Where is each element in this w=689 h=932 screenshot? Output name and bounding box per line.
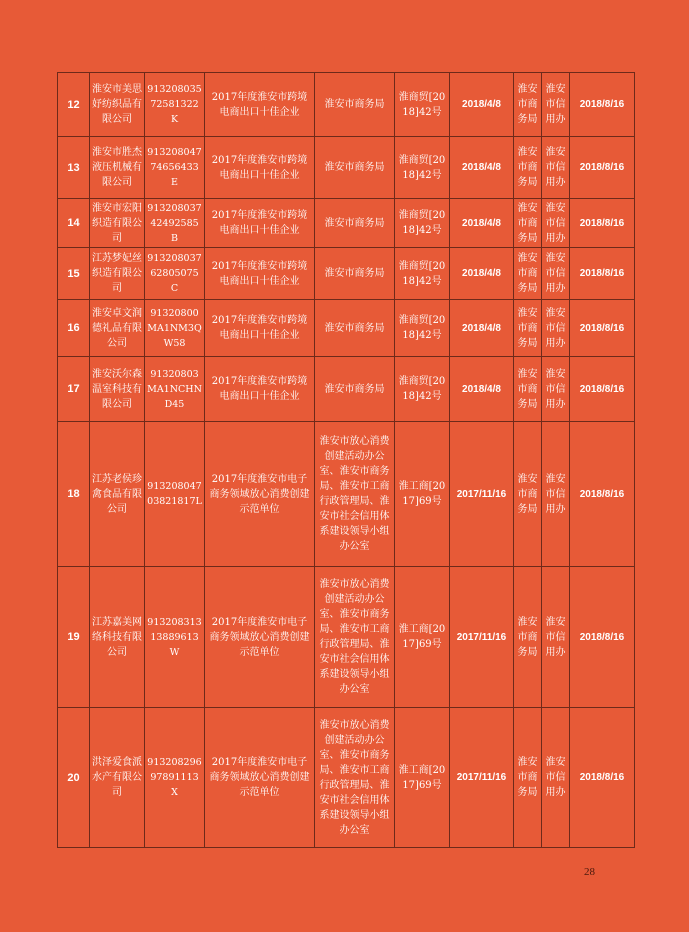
award-date-cell: 2018/4/8 [450,300,514,357]
page-number: 28 [584,866,595,878]
reporting-department-cell: 淮安市商务局 [514,357,542,422]
data-source-cell: 淮安市信用办 [542,73,570,137]
honor-title-cell: 2017年度淮安市跨境电商出口十佳企业 [205,137,315,199]
table-row [58,708,635,848]
honor-title-cell: 2017年度淮安市电子商务领域放心消费创建示范单位 [205,567,315,708]
honor-title-cell: 2017年度淮安市跨境电商出口十佳企业 [205,73,315,137]
award-date-cell: 2018/4/8 [450,248,514,300]
credit-code-cell: 91320831313889613W [145,567,205,708]
table-body [58,73,635,848]
reporting-department-cell: 淮安市商务局 [514,137,542,199]
data-source-cell: 淮安市信用办 [542,137,570,199]
table-row [58,199,635,248]
credit-code-cell: 91320803572581322K [145,73,205,137]
document-number-cell: 淮商贸[2018]42号 [395,248,450,300]
data-source-cell: 淮安市信用办 [542,708,570,848]
credit-code-cell: 91320829697891113X [145,708,205,848]
awarding-authority-cell: 淮安市商务局 [315,248,395,300]
company-name-cell: 淮安市胜杰液压机械有限公司 [90,137,145,199]
awarding-authority-cell: 淮安市商务局 [315,137,395,199]
document-number-cell: 淮商贸[2018]42号 [395,73,450,137]
honor-title-cell: 2017年度淮安市跨境电商出口十佳企业 [205,199,315,248]
update-date-cell: 2018/8/16 [570,422,635,567]
row-number-cell: 19 [58,567,90,708]
award-date-cell: 2018/4/8 [450,357,514,422]
row-number-cell: 17 [58,357,90,422]
credit-code-cell: 91320803MA1NCHND45 [145,357,205,422]
award-date-cell: 2017/11/16 [450,567,514,708]
awarding-authority-cell: 淮安市商务局 [315,357,395,422]
company-name-cell: 江苏老侯珍禽食品有限公司 [90,422,145,567]
update-date-cell: 2018/8/16 [570,357,635,422]
update-date-cell: 2018/8/16 [570,708,635,848]
document-number-cell: 淮工商[2017]69号 [395,422,450,567]
table-row [58,357,635,422]
company-name-cell: 淮安市美思妤纺织品有限公司 [90,73,145,137]
credit-code-cell: 91320803742492585B [145,199,205,248]
credit-code-cell: 91320800MA1NM3QW58 [145,300,205,357]
honor-records-table [57,72,635,848]
reporting-department-cell: 淮安市商务局 [514,73,542,137]
credit-code-cell: 91320803762805075C [145,248,205,300]
data-source-cell: 淮安市信用办 [542,357,570,422]
table-row [58,137,635,199]
document-number-cell: 淮工商[2017]69号 [395,567,450,708]
honor-title-cell: 2017年度淮安市跨境电商出口十佳企业 [205,248,315,300]
credit-code-cell: 91320804774656433E [145,137,205,199]
honor-title-cell: 2017年度淮安市跨境电商出口十佳企业 [205,300,315,357]
reporting-department-cell: 淮安市商务局 [514,567,542,708]
award-date-cell: 2017/11/16 [450,422,514,567]
awarding-authority-cell: 淮安市放心消费创建活动办公室、淮安市商务局、淮安市工商行政管理局、淮安市社会信用体系建设领导小组办公室 [315,422,395,567]
reporting-department-cell: 淮安市商务局 [514,422,542,567]
data-source-cell: 淮安市信用办 [542,422,570,567]
awarding-authority-cell: 淮安市商务局 [315,73,395,137]
document-number-cell: 淮商贸[2018]42号 [395,357,450,422]
data-source-cell: 淮安市信用办 [542,300,570,357]
reporting-department-cell: 淮安市商务局 [514,708,542,848]
update-date-cell: 2018/8/16 [570,567,635,708]
reporting-department-cell: 淮安市商务局 [514,248,542,300]
table-row [58,567,635,708]
document-number-cell: 淮工商[2017]69号 [395,708,450,848]
award-date-cell: 2017/11/16 [450,708,514,848]
award-date-cell: 2018/4/8 [450,199,514,248]
document-number-cell: 淮商贸[2018]42号 [395,199,450,248]
award-date-cell: 2018/4/8 [450,73,514,137]
credit-code-cell: 91320804703821817L [145,422,205,567]
company-name-cell: 淮安沃尔森温室科技有限公司 [90,357,145,422]
table-row [58,248,635,300]
update-date-cell: 2018/8/16 [570,300,635,357]
table-row [58,73,635,137]
company-name-cell: 洪泽爱食派水产有限公司 [90,708,145,848]
data-source-cell: 淮安市信用办 [542,567,570,708]
reporting-department-cell: 淮安市商务局 [514,199,542,248]
company-name-cell: 淮安市宏阳织造有限公司 [90,199,145,248]
data-source-cell: 淮安市信用办 [542,199,570,248]
honor-title-cell: 2017年度淮安市电子商务领域放心消费创建示范单位 [205,708,315,848]
awarding-authority-cell: 淮安市商务局 [315,199,395,248]
document-number-cell: 淮商贸[2018]42号 [395,300,450,357]
row-number-cell: 12 [58,73,90,137]
row-number-cell: 18 [58,422,90,567]
data-source-cell: 淮安市信用办 [542,248,570,300]
row-number-cell: 16 [58,300,90,357]
honor-title-cell: 2017年度淮安市电子商务领域放心消费创建示范单位 [205,422,315,567]
row-number-cell: 15 [58,248,90,300]
update-date-cell: 2018/8/16 [570,137,635,199]
document-number-cell: 淮商贸[2018]42号 [395,137,450,199]
table-row [58,422,635,567]
awarding-authority-cell: 淮安市放心消费创建活动办公室、淮安市商务局、淮安市工商行政管理局、淮安市社会信用体系建设领导小组办公室 [315,708,395,848]
awarding-authority-cell: 淮安市商务局 [315,300,395,357]
award-date-cell: 2018/4/8 [450,137,514,199]
reporting-department-cell: 淮安市商务局 [514,300,542,357]
update-date-cell: 2018/8/16 [570,73,635,137]
company-name-cell: 江苏梦妃丝织造有限公司 [90,248,145,300]
company-name-cell: 江苏嘉美网络科技有限公司 [90,567,145,708]
row-number-cell: 14 [58,199,90,248]
update-date-cell: 2018/8/16 [570,199,635,248]
update-date-cell: 2018/8/16 [570,248,635,300]
table-row [58,300,635,357]
row-number-cell: 13 [58,137,90,199]
row-number-cell: 20 [58,708,90,848]
honor-title-cell: 2017年度淮安市跨境电商出口十佳企业 [205,357,315,422]
awarding-authority-cell: 淮安市放心消费创建活动办公室、淮安市商务局、淮安市工商行政管理局、淮安市社会信用体系建设领导小组办公室 [315,567,395,708]
company-name-cell: 淮安卓文润德礼品有限公司 [90,300,145,357]
